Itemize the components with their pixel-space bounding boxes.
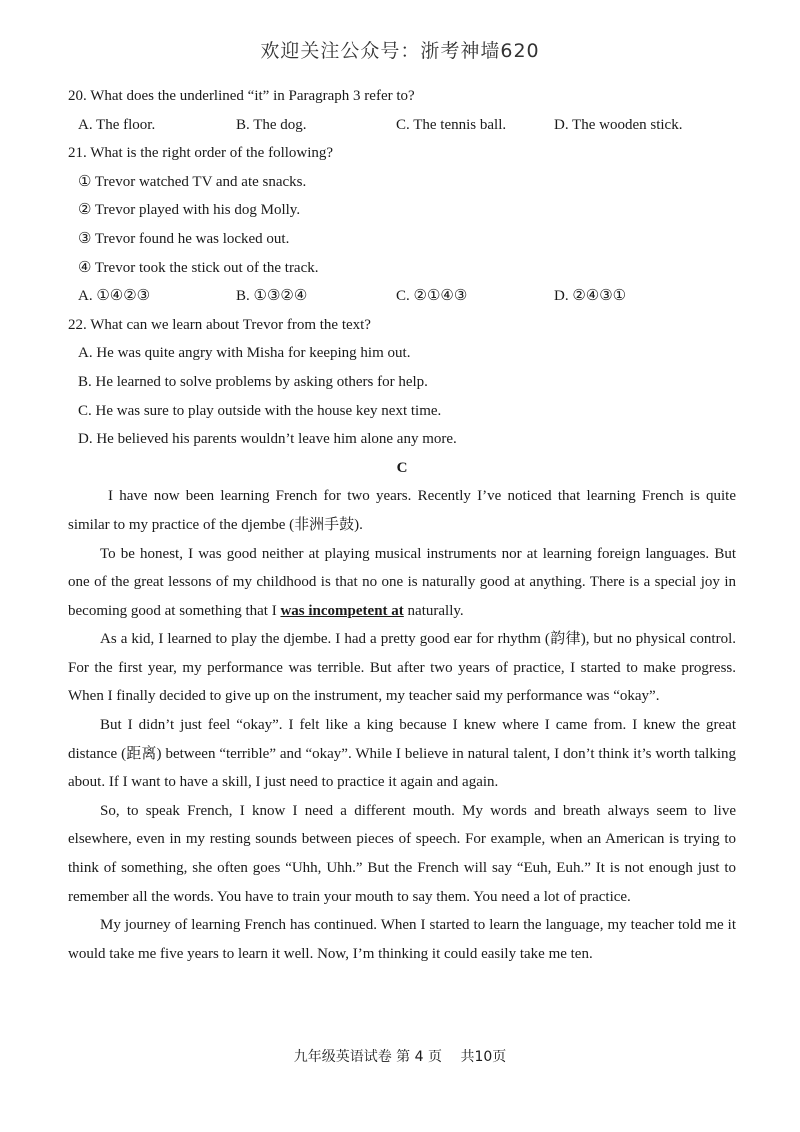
question-22-stem: 22. What can we learn about Trevor from the text? (68, 316, 371, 333)
question-21-stem: 21. What is the right order of the following? (68, 145, 334, 162)
option-c: C. The tennis ball. (396, 116, 507, 133)
paragraph-text: To be honest, I was good neither at playing musical instruments nor at learning foreign languages. But one of the great lessons of my childhood is that no one is naturally good at anything. There is a special joy in becoming good at something that I (68, 545, 736, 619)
order-item-2: ② Trevor played with his dog Molly. (78, 202, 301, 219)
passage-paragraph-2 (68, 540, 736, 626)
option-d: D. He believed his parents wouldn’t leave him alone any more. (78, 431, 457, 448)
option-d: D. ②④③① (554, 288, 627, 305)
order-item-3: ③ Trevor found he was locked out. (78, 230, 290, 247)
page-footer: 九年级英语试卷 第 4 页 共10页 (293, 1049, 507, 1065)
option-b: B. ①③②④ (236, 288, 308, 305)
option-a: A. ①④②③ (78, 288, 151, 305)
option-c: C. He was sure to play outside with the house key next time. (78, 402, 442, 419)
option-a: A. The floor. (78, 116, 156, 133)
paragraph-text: naturally. (403, 602, 464, 619)
underlined-phrase: was incompetent at (280, 602, 404, 619)
passage-paragraph-4: But I didn’t just feel “okay”. I felt like a king because I knew where I came from. I knew the great distance (距离) between “terrible” and “okay”. While I believe in natural talent, I don’t think it’s worth talking about. If I want to have a skill, I just need to practice it again and again. (68, 717, 736, 791)
order-item-4: ④ Trevor took the stick out of the track. (78, 259, 319, 276)
option-c: C. ②①④③ (396, 288, 468, 305)
watermark-banner: 欢迎关注公众号：浙考神墙620 (260, 40, 540, 62)
option-b: B. The dog. (236, 116, 307, 133)
question-21-options (68, 282, 736, 311)
exam-page (68, 82, 736, 968)
section-label: C (396, 459, 408, 476)
passage-paragraph-3: As a kid, I learned to play the djembe. I had a pretty good ear for rhythm (韵律), but no physical control. For the first year, my performance was terrible. But after two years of practice, I started to make progress. When I finally decided to give up on the instrument, my teacher said my performance was “okay”. (68, 631, 736, 705)
option-d: D. The wooden stick. (554, 116, 683, 133)
passage-paragraph-5: So, to speak French, I know I need a different mouth. My words and breath always seem to live elsewhere, even in my resting sounds between pieces of speech. For example, when an American is trying to think of something, she often goes “Uhh, Uhh.” But the French will say “Euh, Euh.” It is not enough just to remember all the words. You have to train your mouth to say them. You need a lot of practice. (68, 802, 736, 905)
question-20-options (68, 111, 736, 140)
order-item-1: ① Trevor watched TV and ate snacks. (78, 173, 307, 190)
option-a: A. He was quite angry with Misha for keeping him out. (78, 345, 411, 362)
passage-paragraph-1: I have now been learning French for two years. Recently I’ve noticed that learning French is quite similar to my practice of the djembe (非洲手鼓). (68, 488, 736, 533)
passage-paragraph-6: My journey of learning French has continued. When I started to learn the language, my teacher told me it would take me five years to learn it well. Now, I’m thinking it could easily take me ten. (68, 917, 736, 962)
option-b: B. He learned to solve problems by asking others for help. (78, 373, 428, 390)
question-20-stem: 20. What does the underlined “it” in Paragraph 3 refer to? (68, 88, 415, 104)
